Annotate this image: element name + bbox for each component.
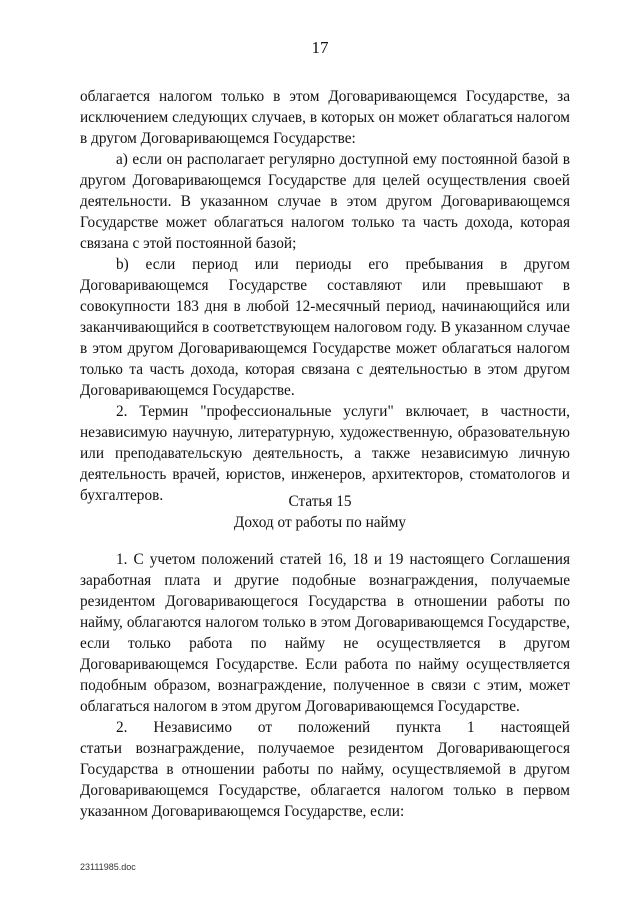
- text-line: найму, облагаются налогом только в этом Договаривающемся Государстве,: [80, 614, 570, 631]
- text-line: бухгалтеров.: [80, 487, 164, 504]
- text-line: совокупности 183 дня в любой 12-месячный период, начинающийся или: [80, 298, 570, 315]
- text-line: указанном Договаривающемся Государстве, если:: [80, 803, 405, 820]
- article-number: Статья 15: [288, 493, 352, 510]
- article-title: Доход от работы по найму: [233, 514, 407, 531]
- text-line: 2. Термин "профессиональные услуги" включает, в частности,: [116, 403, 570, 420]
- text-line: Договаривающемся Государстве составляют или превышают в: [80, 277, 570, 294]
- file-name-footer: 23111985.doc: [80, 862, 136, 872]
- text-line: резидентом Договаривающегося Государства в отношении работы по: [80, 593, 570, 610]
- text-line: Договаривающемся Государстве.: [80, 382, 295, 399]
- page-number: 17: [311, 38, 329, 57]
- text-line: 1. С учетом положений статей 16, 18 и 19 настоящего Соглашения: [116, 551, 570, 568]
- article-15-body: [80, 549, 570, 822]
- text-line: в этом другом Договаривающемся Государстве может облагаться налогом: [80, 340, 570, 357]
- text-line: b) если период или периоды его пребывания в другом: [116, 256, 570, 273]
- text-line: а) если он располагает регулярно доступной ему постоянной базой в: [116, 151, 570, 168]
- text-line: статьи вознаграждение, получаемое резидентом Договаривающегося: [80, 740, 570, 757]
- text-line: заканчивающийся в соответствующем налоговом году. В указанном случае: [80, 319, 570, 336]
- text-line: только та часть дохода, которая связана с деятельностью в этом другом: [80, 361, 570, 378]
- text-line: Договаривающемся Государстве. Если работа по найму осуществляется: [80, 656, 570, 673]
- text-line: деятельность врачей, юристов, инженеров, архитекторов, стоматологов и: [80, 466, 570, 483]
- text-line: облагается налогом только в этом Договаривающемся Государстве, за: [80, 88, 570, 105]
- text-line: независимую научную, литературную, художественную, образовательную: [80, 424, 570, 441]
- text-line: другом Договаривающемся Государстве для целей осуществления своей: [80, 172, 570, 189]
- text-line: связана с этой постоянной базой;: [80, 235, 297, 252]
- text-line: подобным образом, вознаграждение, полученное в связи с этим, может: [80, 677, 570, 694]
- text-line: заработная плата и другие подобные вознаграждения, получаемые: [80, 572, 570, 589]
- text-line: Договаривающемся Государстве, облагается налогом только в первом: [80, 782, 570, 799]
- text-line: деятельности. В указанном случае в этом другом Договаривающемся: [80, 193, 570, 210]
- text-line: Государстве может облагаться налогом только та часть дохода, которая: [80, 214, 570, 231]
- text-line: в другом Договаривающемся Государстве:: [80, 130, 356, 147]
- text-line: исключением следующих случаев, в которых он может облагаться налогом: [80, 109, 570, 126]
- text-line: облагаться налогом в этом другом Договаривающемся Государстве.: [80, 698, 520, 715]
- article-14-continuation: [80, 86, 570, 506]
- text-line: если только работа по найму не осуществляется в другом: [80, 635, 570, 652]
- text-line: Государства в отношении работы по найму, осуществляемой в другом: [80, 761, 570, 778]
- text-line: 2. Независимо от положений пункта 1 настоящей: [116, 719, 570, 736]
- text-line: или преподавательскую деятельность, а также независимую личную: [80, 445, 570, 462]
